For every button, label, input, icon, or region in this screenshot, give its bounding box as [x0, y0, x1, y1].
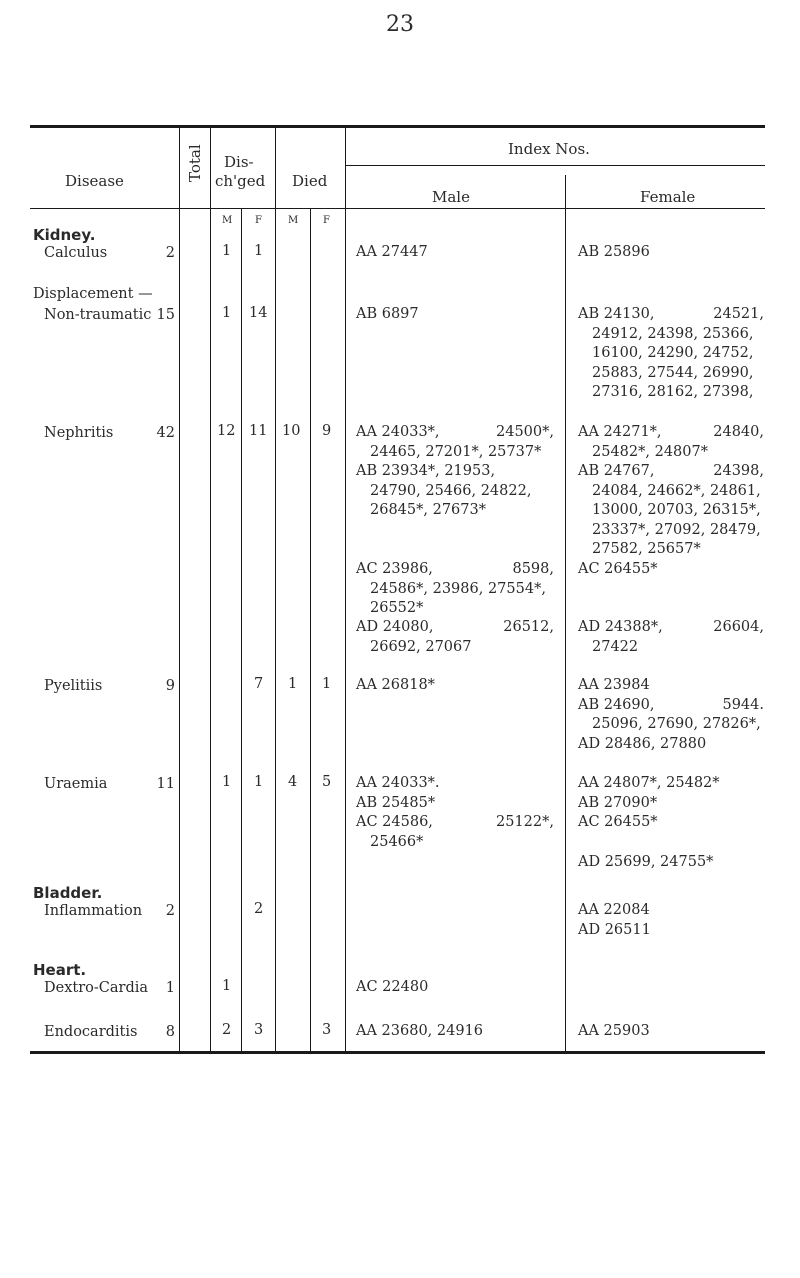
male-displacement: AB 6897 — [356, 306, 419, 322]
disease-displacement-line1: Displacement — — [33, 286, 153, 302]
male-endocarditis: AA 23680, 24916 — [356, 1023, 484, 1039]
total-pyelitis: 9 — [165, 678, 175, 694]
header-index-nos: Index Nos. — [508, 140, 590, 158]
disease-endocarditis: Endocarditis — [44, 1024, 138, 1040]
died-f-endocarditis: 3 — [322, 1022, 332, 1038]
male-calculus: AA 27447 — [356, 244, 428, 260]
died-m-nephritis: 10 — [282, 423, 301, 439]
subheader-dis-f: F — [255, 215, 262, 226]
col-rule-died — [275, 126, 276, 1053]
female-uraemia: AA 24807*, 25482* AB 27090* AC 26455* — [578, 775, 720, 830]
female-nephritis-ab: AB 24767, 24398, 24084, 24662*, 24861, 13000, 20703, 26315*, 23337*, 27092, 28479, 27582, 25657* — [578, 463, 764, 557]
disease-displacement-line2: Non-traumatic — [44, 307, 152, 323]
section-heart: Heart. — [33, 961, 87, 979]
disease-calculus: Calculus — [44, 245, 108, 261]
dis-f-pyelitis: 7 — [254, 676, 264, 692]
total-inflammation: 2 — [165, 903, 175, 919]
female-nephritis-ad: AD 24388*, 26604, 27422 — [578, 619, 764, 655]
total-displacement: 15 — [156, 307, 175, 323]
dis-m-endocarditis: 2 — [222, 1022, 232, 1038]
dis-f-inflammation: 2 — [254, 901, 264, 917]
total-nephritis: 42 — [156, 425, 175, 441]
died-f-nephritis: 9 — [322, 423, 332, 439]
female-displacement: AB 24130, 24521, 24912, 24398, 25366, 16100, 24290, 24752, 25883, 27544, 26990, 27316, 28162, 27398, — [578, 306, 764, 400]
male-dextro-cardia: AC 22480 — [356, 979, 429, 995]
disease-inflammation: Inflammation — [44, 903, 143, 919]
header-bottom-rule — [30, 208, 765, 209]
dis-m-nephritis: 12 — [217, 423, 236, 439]
disease-nephritis: Nephritis — [44, 425, 114, 441]
female-endocarditis: AA 25903 — [578, 1023, 650, 1039]
index-divider-rule — [345, 165, 765, 166]
header-died: Died — [292, 172, 328, 190]
disease-pyelitis: Pyelitiis — [44, 678, 103, 694]
top-rule — [30, 125, 765, 128]
dis-f-endocarditis: 3 — [254, 1022, 264, 1038]
subheader-dis-m: M — [222, 215, 233, 226]
col-rule-total — [179, 126, 180, 1053]
header-disease: Disease — [65, 172, 124, 190]
header-male: Male — [432, 188, 470, 206]
male-pyelitis: AA 26818* — [356, 677, 435, 693]
total-calculus: 2 — [165, 245, 175, 261]
disease-uraemia: Uraemia — [44, 776, 108, 792]
col-rule-discharged — [210, 126, 211, 1053]
female-uraemia-ad: AD 25699, 24755* — [578, 854, 714, 870]
died-m-uraemia: 4 — [288, 774, 298, 790]
total-endocarditis: 8 — [165, 1024, 175, 1040]
section-kidney: Kidney. — [33, 226, 96, 244]
dis-f-nephritis: 11 — [249, 423, 268, 439]
male-nephritis-aa: AA 24033*, 24500*, 24465, 27201*, 25737* — [356, 424, 554, 460]
dis-m-uraemia: 1 — [222, 774, 232, 790]
header-total: Total — [186, 144, 204, 182]
dis-f-displacement: 14 — [249, 305, 268, 321]
subheader-died-m: M — [288, 215, 299, 226]
female-pyelitis: AA 23984 AB 24690, 5944. 25096, 27690, 27826*, AD 28486, 27880 — [578, 677, 764, 752]
dis-f-calculus: 1 — [254, 243, 264, 259]
dis-m-displacement: 1 — [222, 305, 232, 321]
header-female: Female — [640, 188, 696, 206]
col-rule-female — [565, 175, 566, 1053]
total-uraemia: 11 — [156, 776, 175, 792]
dis-m-dextro-cardia: 1 — [222, 978, 232, 994]
disease-dextro-cardia: Dextro-Cardia — [44, 980, 149, 996]
died-m-pyelitis: 1 — [288, 676, 298, 692]
female-nephritis-ac: AC 26455* — [578, 561, 658, 577]
dis-m-calculus: 1 — [222, 243, 232, 259]
section-bladder: Bladder. — [33, 884, 103, 902]
page-number: 23 — [386, 12, 414, 37]
bottom-rule — [30, 1051, 765, 1054]
dis-f-uraemia: 1 — [254, 774, 264, 790]
female-nephritis-aa: AA 24271*, 24840, 25482*, 24807* — [578, 424, 764, 460]
died-f-pyelitis: 1 — [322, 676, 332, 692]
subheader-died-f: F — [323, 215, 330, 226]
col-rule-died-split — [310, 208, 311, 1053]
male-nephritis-ac: AC 23986, 8598, 24586*, 23986, 27554*, 26552* — [356, 561, 554, 616]
col-rule-dis-split — [241, 208, 242, 1053]
male-nephritis-ab: AB 23934*, 21953, 24790, 25466, 24822, 26845*, 27673* — [356, 463, 532, 518]
male-uraemia: AA 24033*. AB 25485* AC 24586, 25122*, 25466* — [356, 775, 554, 850]
header-discharged-line1: Dis- — [224, 153, 254, 171]
total-dextro-cardia: 1 — [165, 980, 175, 996]
female-inflammation: AA 22084 AD 26511 — [578, 902, 651, 938]
header-discharged-line2: ch'ged — [215, 172, 266, 190]
female-calculus: AB 25896 — [578, 244, 650, 260]
died-f-uraemia: 5 — [322, 774, 332, 790]
male-nephritis-ad: AD 24080, 26512, 26692, 27067 — [356, 619, 554, 655]
col-rule-index — [345, 126, 346, 1053]
